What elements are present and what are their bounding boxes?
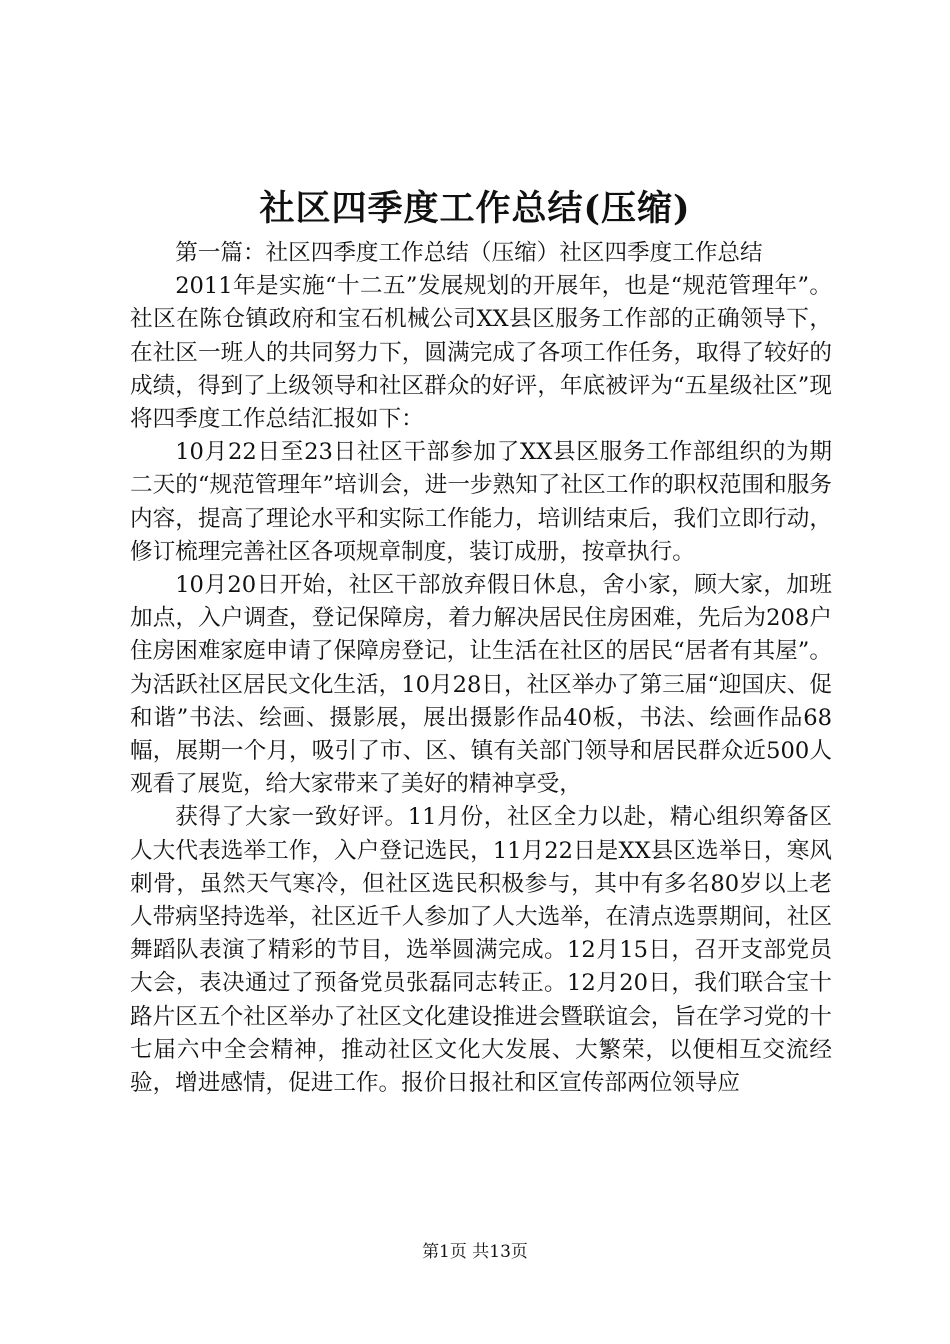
paragraph-intro: 2011年是实施“十二五”发展规划的开展年，也是“规范管理年”。社区在陈仓镇政府和宝石机械公司XX县区服务工作部的正确领导下，在社区一班人的共同努力下，圆满完成了各项工作任务，取得了较好的成绩，得到了上级领导和社区群众的好评，年底被评为“五星级社区”现将四季度工作总结汇报如下： (130, 273, 832, 433)
paragraph-housing-exhibition: 10月20日开始，社区干部放弃假日休息，舍小家，顾大家，加班加点，入户调查，登记保障房，着力解决居民住房困难，先后为208户住房困难家庭申请了保障房登记，让生活在社区的居民“居者有其屋”。为活跃社区居民文化生活，10月28日，社区举办了第三届“迎国庆、促和谐”书法、绘画、摄影展，展出摄影作品40板，书法、绘画作品68幅，展期一个月，吸引了市、区、镇有关部门领导和居民群众近500人观看了展览，给大家带来了美好的精神享受， (130, 572, 832, 798)
document-body (130, 237, 832, 1100)
page-number: 第1页 共13页 (422, 1242, 528, 1262)
paragraph-heading: 第一篇：社区四季度工作总结（压缩）社区四季度工作总结 (175, 240, 763, 266)
paragraph-election: 获得了大家一致好评。11月份，社区全力以赴，精心组织筹备区人大代表选举工作，入户登记选民，11月22日是XX县区选举日，寒风刺骨，虽然天气寒冷，但社区选民积极参与，其中有多名80岁以上老人带病坚持选举，社区近千人参加了人大选举，在清点选票期间，社区舞蹈队表演了精彩的节目，选举圆满完成。12月15日，召开支部党员大会，表决通过了预备党员张磊同志转正。12月20日，我们联合宝十路片区五个社区举办了社区文化建设推进会暨联谊会，旨在学习党的十七届六中全会精神，推动社区文化大发展、大繁荣，以便相互交流经验，增进感情，促进工作。报价日报社和区宣传部两位领导应 (130, 804, 832, 1097)
document-title: 社区四季度工作总结(压缩) (259, 188, 691, 229)
paragraph-training: 10月22日至23日社区干部参加了XX县区服务工作部组织的为期二天的“规范管理年”培训会，进一步熟知了社区工作的职权范围和服务内容，提高了理论水平和实际工作能力，培训结束后，我们立即行动，修订梳理完善社区各项规章制度，装订成册，按章执行。 (130, 439, 832, 565)
